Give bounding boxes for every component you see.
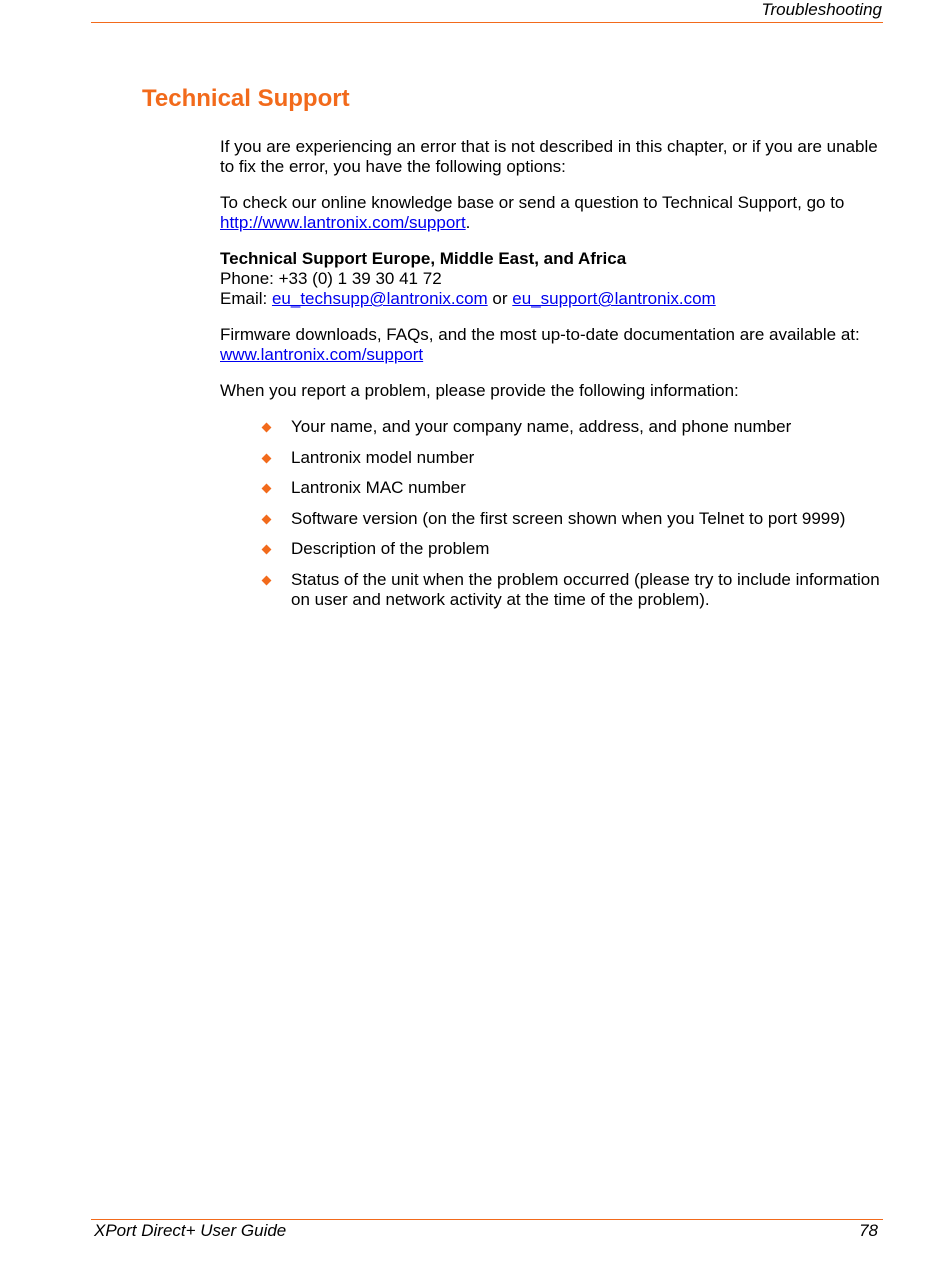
diamond-bullet-icon — [262, 575, 272, 585]
online-support-period: . — [465, 213, 471, 232]
techsupp-email-link[interactable]: eu_techsupp@lantronix.com — [271, 289, 488, 308]
support-url-link[interactable]: http://www.lantronix.com/support — [220, 213, 466, 232]
report-info-list — [220, 417, 890, 610]
header-divider — [91, 22, 883, 23]
footer-guide-title: XPort Direct+ User Guide — [94, 1221, 287, 1240]
list-item — [220, 448, 890, 468]
list-item — [220, 478, 890, 498]
diamond-bullet-icon — [262, 423, 272, 433]
list-item — [220, 509, 890, 529]
intro-paragraph: If you are experiencing an error that is not described in this chapter, or if you are unable to fix the error, you have the following options: — [220, 137, 878, 176]
contact-block — [220, 249, 890, 309]
firmware-paragraph — [220, 325, 890, 365]
footer-divider — [91, 1219, 883, 1220]
contact-heading: Technical Support Europe, Middle East, and Africa — [220, 249, 627, 268]
email-or: or — [492, 289, 508, 308]
online-support-text: To check our online knowledge base or send a question to Technical Support, go to — [220, 193, 845, 212]
firmware-text: Firmware downloads, FAQs, and the most up-to-date documentation are available at: — [220, 325, 860, 344]
document-body — [220, 137, 890, 620]
diamond-bullet-icon — [262, 545, 272, 555]
diamond-bullet-icon — [262, 484, 272, 494]
list-item-text: Software version (on the first screen shown when you Telnet to port 9999) — [291, 508, 846, 528]
page-number: 78 — [859, 1221, 878, 1240]
email-label: Email: — [220, 289, 268, 308]
running-header: Troubleshooting — [761, 0, 882, 19]
online-support-paragraph — [220, 193, 890, 233]
list-item-text: Your name, and your company name, address, and phone number — [291, 417, 792, 436]
list-item — [220, 539, 890, 559]
report-intro: When you report a problem, please provide the following information: — [220, 381, 739, 400]
diamond-bullet-icon — [262, 453, 272, 463]
list-item-text: Description of the problem — [291, 539, 490, 558]
section-title: Technical Support — [142, 85, 350, 112]
list-item — [220, 570, 890, 610]
list-item-text: Lantronix MAC number — [291, 478, 466, 497]
diamond-bullet-icon — [262, 514, 272, 524]
list-item-text: Lantronix model number — [291, 447, 475, 467]
list-item — [220, 417, 890, 437]
list-item-text: Status of the unit when the problem occurred (please try to include information on user and network activity at the time of the problem). — [291, 569, 880, 609]
contact-phone: Phone: +33 (0) 1 39 30 41 72 — [220, 269, 442, 288]
firmware-support-link[interactable]: www.lantronix.com/support — [220, 345, 424, 364]
support-email-link[interactable]: eu_support@lantronix.com — [512, 289, 716, 308]
